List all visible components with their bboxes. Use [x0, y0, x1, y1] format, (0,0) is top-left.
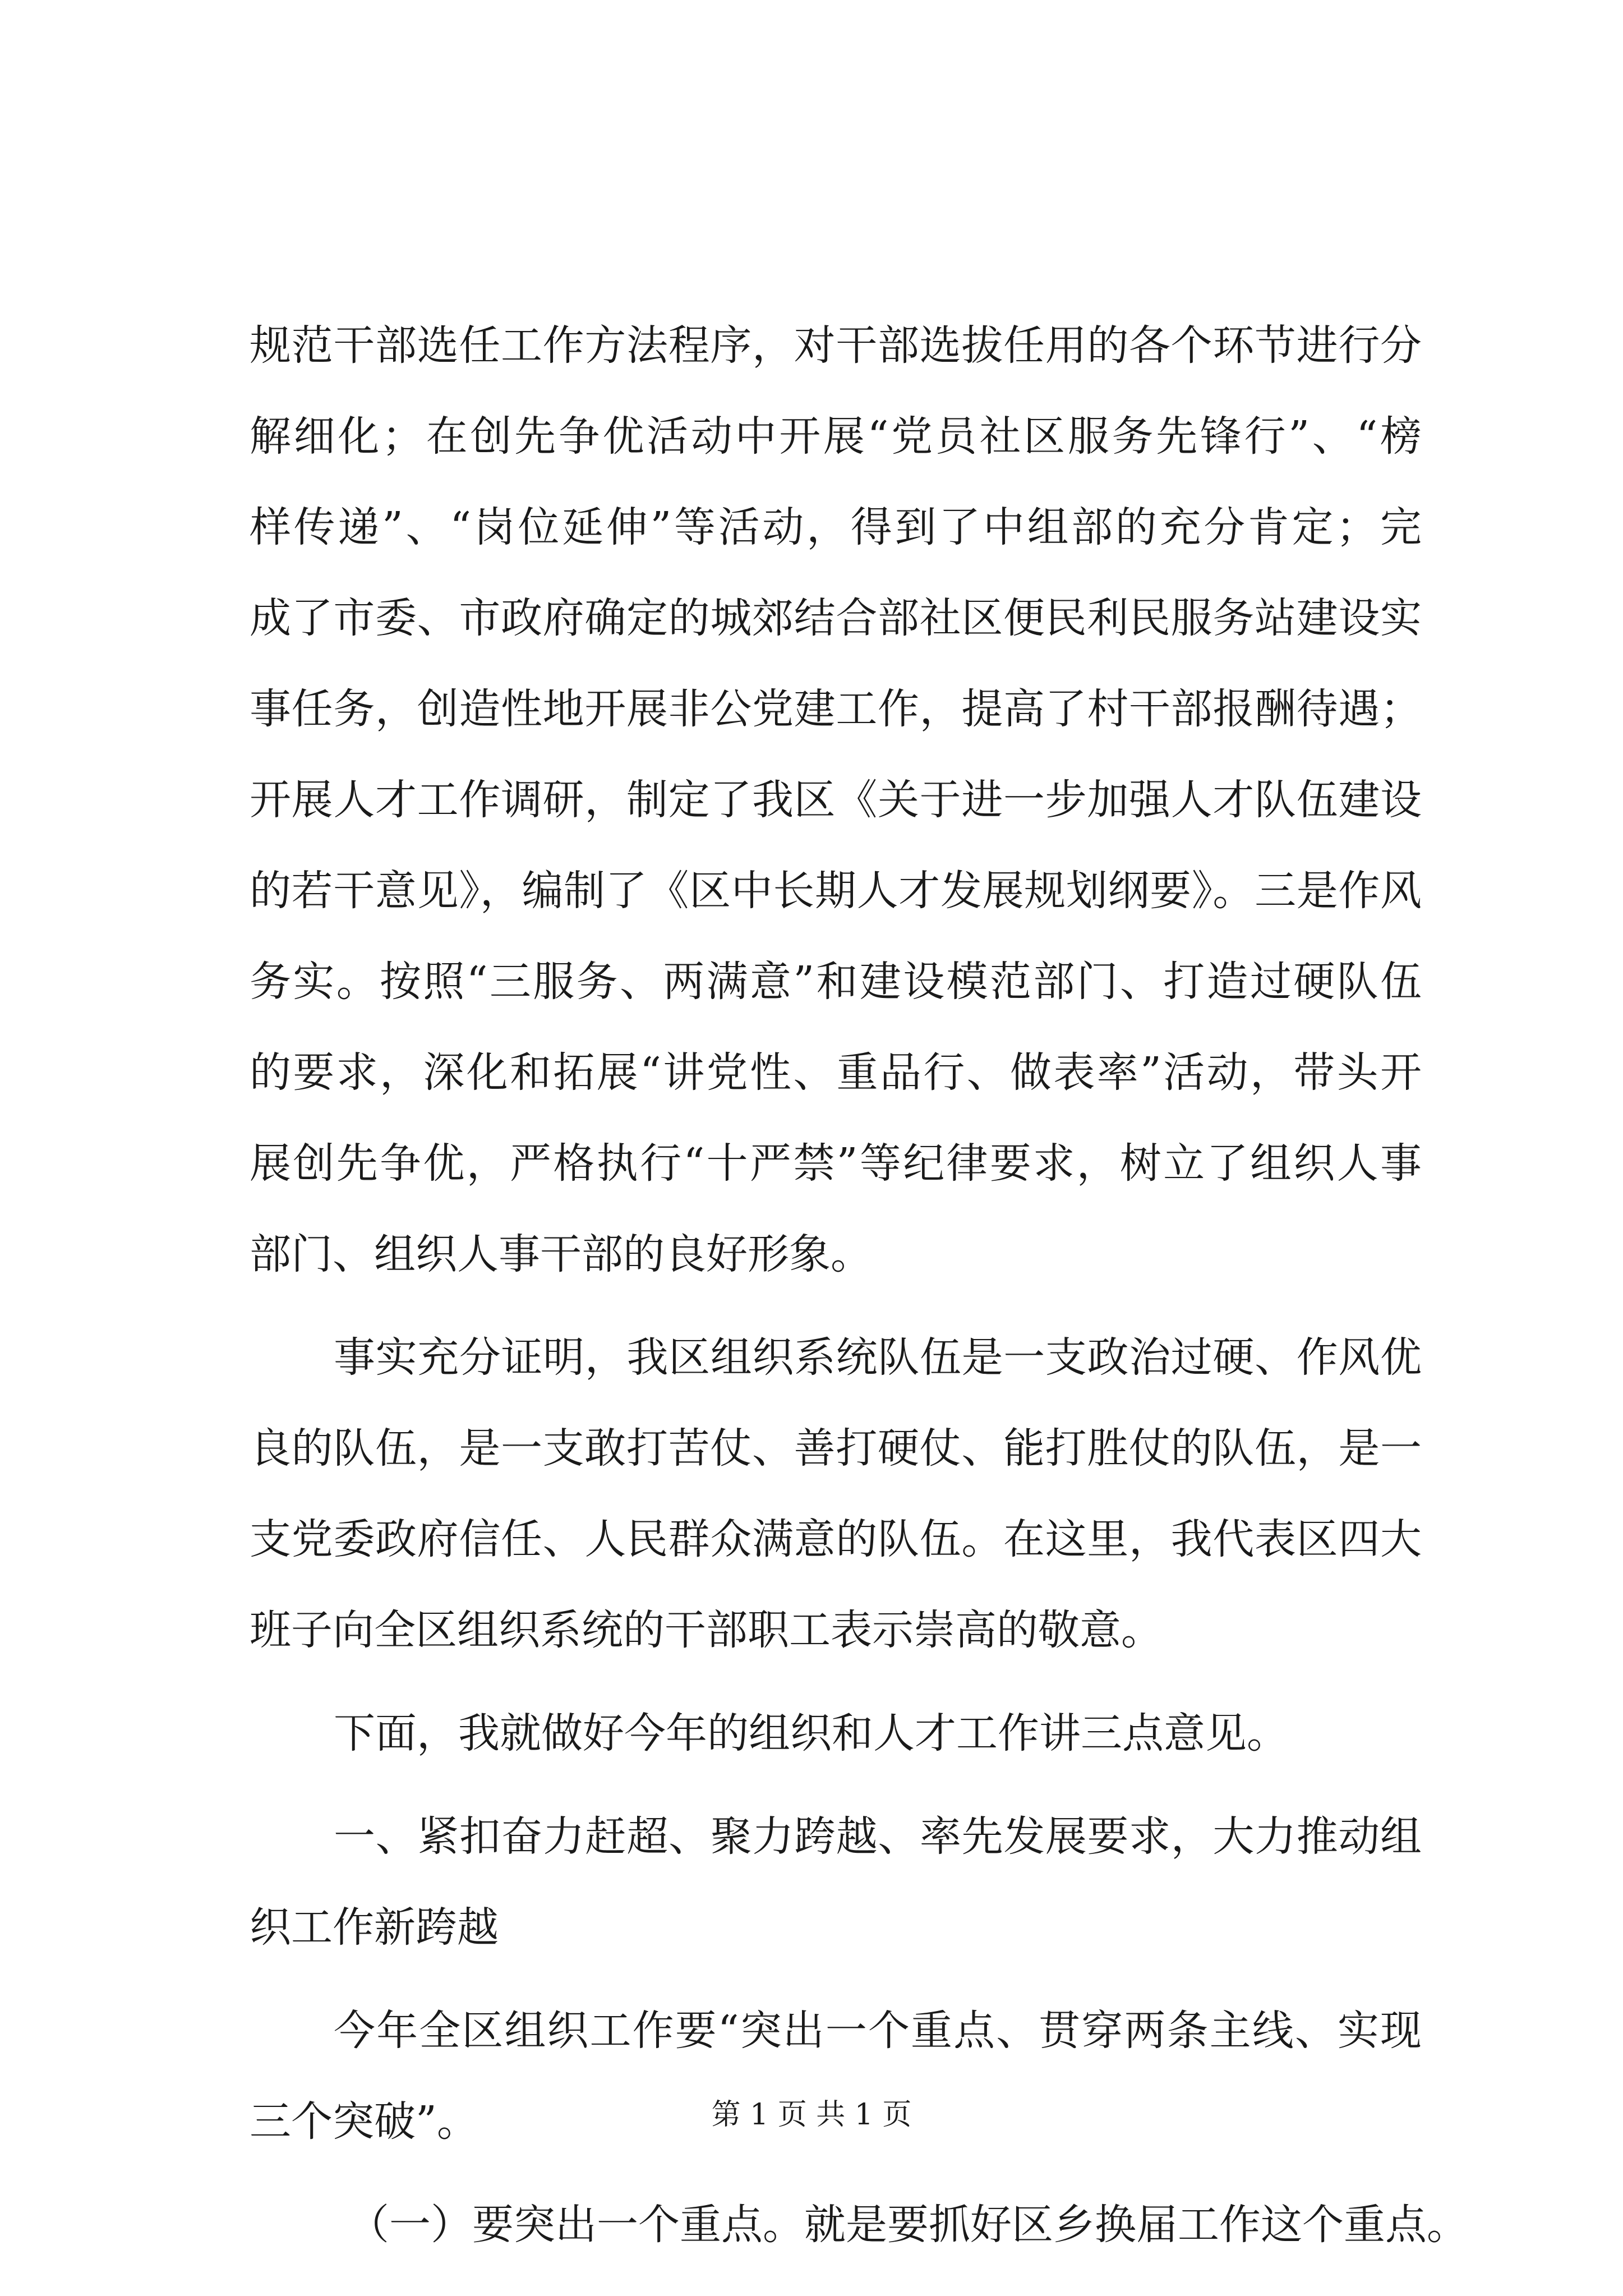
text-line: 一、紧扣奋力赶超、聚力跨越、率先发展要求，大力推动组: [334, 1812, 1422, 1861]
page-indicator: 第 1 页 共 1 页: [711, 2098, 912, 2132]
text-line: 下面，我就做好今年的组织和人才工作讲三点意见。: [334, 1709, 1288, 1757]
text-line: 支党委政府信任、人民群众满意的队伍。在这里，我代表区四大: [250, 1515, 1422, 1563]
text-line: 规范干部选任工作方法程序，对干部选拔任用的各个环节进行分: [250, 321, 1422, 370]
text-line: 织工作新跨越: [250, 1903, 499, 1952]
text-line: （一）要突出一个重点。就是要抓好区乡换届工作这个重点。: [348, 2201, 1468, 2249]
paragraph: [250, 2179, 1468, 2270]
text-line: 班子向全区组织系统的干部职工表示崇高的敬意。: [250, 1606, 1163, 1654]
text-line: 事任务，创造性地开展非公党建工作，提高了村干部报酬待遇；: [250, 685, 1422, 733]
text-line: 解细化；在创先争优活动中开展“党员社区服务先锋行”、“榜: [250, 412, 1422, 461]
text-line: 务实。按照“三服务、两满意”和建设模范部门、打造过硬队伍: [250, 958, 1422, 1006]
text-line: 今年全区组织工作要“突出一个重点、贯穿两条主线、实现: [334, 2007, 1422, 2055]
section-heading: [250, 1791, 1422, 1973]
document-body: [250, 300, 1468, 2270]
text-line: 的若干意见》，编制了《区中长期人才发展规划纲要》。三是作风: [250, 867, 1422, 915]
text-line: 事实充分证明，我区组织系统队伍是一支政治过硬、作风优: [334, 1333, 1422, 1382]
text-line: 的要求，深化和拓展“讲党性、重品行、做表率”活动，带头开: [250, 1048, 1422, 1097]
text-line: 开展人才工作调研，制定了我区《关于进一步加强人才队伍建设: [250, 776, 1422, 824]
text-line: 部门、组织人事干部的良好形象。: [250, 1230, 872, 1278]
paragraph: [250, 1985, 1422, 2167]
paragraph: [250, 300, 1422, 1300]
text-line: 样传递”、“岗位延伸”等活动，得到了中组部的充分肯定；完: [250, 503, 1422, 551]
paragraph: [250, 1688, 1422, 1779]
text-line: 展创先争优，严格执行“十严禁”等纪律要求，树立了组织人事: [250, 1139, 1422, 1188]
text-line: 成了市委、市政府确定的城郊结合部社区便民利民服务站建设实: [250, 594, 1422, 642]
text-line: 三个突破”。: [250, 2097, 478, 2146]
page-footer: [0, 2095, 1623, 2134]
paragraph: [250, 1312, 1422, 1676]
text-line: 良的队伍，是一支敢打苦仗、善打硬仗、能打胜仗的队伍，是一: [250, 1424, 1422, 1473]
